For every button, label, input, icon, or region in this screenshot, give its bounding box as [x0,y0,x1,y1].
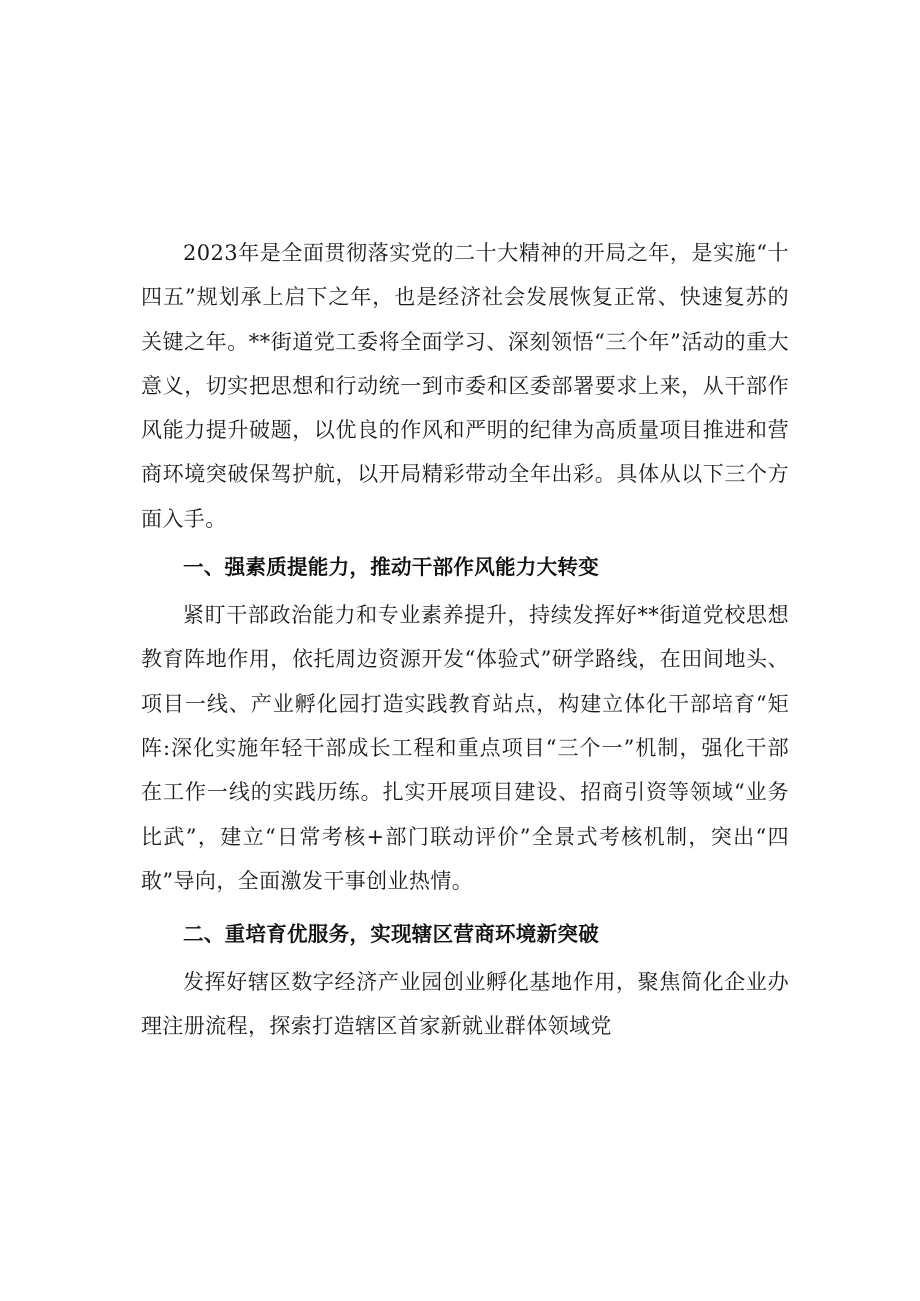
section-2-heading: 二、重培育优服务，实现辖区营商环境新突破 [183,922,599,947]
section-2-paragraph: 发挥好辖区数字经济产业园创业孵化基地作用，聚焦简化企业办理注册流程，探索打造辖区首家新就业群体领域党 [141,970,789,1039]
intro-paragraph: 2023年是全面贯彻落实党的二十大精神的开局之年，是实施“十四五”规划承上启下之年，也是经济社会发展恢复正常、快速复苏的关键之年。**街道党工委将全面学习、深刻领悟“三个年”活动的重大意义，切实把思想和行动统一到市委和区委部署要求上来，从干部作风能力提升破题，以优良的作风和严明的纪律为高质量项目推进和营商环境突破保驾护航，以开局精彩带动全年出彩。具体从以下三个方面入手。 [141,241,789,531]
document-body [141,231,789,1049]
section-1-heading: 一、强素质提能力，推动干部作风能力大转变 [183,555,599,580]
section-1-paragraph: 紧盯干部政治能力和专业素养提升，持续发挥好**街道党校思想教育阵地作用，依托周边资源开发“体验式”研学路线，在田间地头、项目一线、产业孵化园打造实践教育站点，构建立体化干部培育“矩阵:深化实施年轻干部成长工程和重点项目“三个一”机制，强化干部在工作一线的实践历练。扎实开展项目建设、招商引资等领域“业务比武”，建立“日常考核+部门联动评价”全景式考核机制，突出“四敢”导向，全面激发干事创业热情。 [141,603,789,893]
